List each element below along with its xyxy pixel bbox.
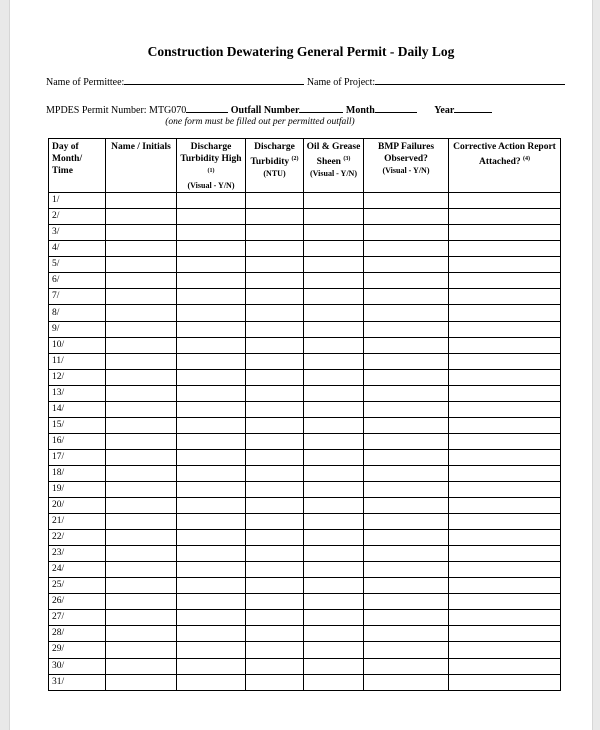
table-row xyxy=(49,449,561,465)
outfall-field[interactable] xyxy=(299,103,343,113)
day-cell: 10/ xyxy=(49,337,106,353)
entry-cell[interactable] xyxy=(304,193,364,209)
entry-cell[interactable] xyxy=(246,594,304,610)
entry-cell[interactable] xyxy=(246,642,304,658)
entry-cell[interactable] xyxy=(449,465,561,481)
entry-cell[interactable] xyxy=(449,337,561,353)
day-cell: 30/ xyxy=(49,658,106,674)
entry-cell[interactable] xyxy=(177,578,246,594)
entry-cell[interactable] xyxy=(106,562,177,578)
entry-cell[interactable] xyxy=(304,449,364,465)
day-cell: 22/ xyxy=(49,530,106,546)
header-line-1: Oil & Grease xyxy=(306,142,361,152)
year-label: Year xyxy=(434,105,455,116)
table-row xyxy=(49,273,561,289)
permittee-field[interactable] xyxy=(124,75,304,85)
entry-cell[interactable] xyxy=(177,321,246,337)
entry-cell[interactable] xyxy=(246,305,304,321)
entry-cell[interactable] xyxy=(246,401,304,417)
entry-cell[interactable] xyxy=(449,401,561,417)
entry-cell[interactable] xyxy=(177,594,246,610)
day-cell: 27/ xyxy=(49,610,106,626)
table-row xyxy=(49,578,561,594)
entry-cell[interactable] xyxy=(106,642,177,658)
entry-cell[interactable] xyxy=(246,449,304,465)
entry-cell[interactable] xyxy=(106,241,177,257)
entry-cell[interactable] xyxy=(304,257,364,273)
entry-cell[interactable] xyxy=(177,353,246,369)
entry-cell[interactable] xyxy=(246,241,304,257)
entry-cell[interactable] xyxy=(304,514,364,530)
header-line-2: Attached? xyxy=(478,157,521,168)
day-cell: 31/ xyxy=(49,674,106,690)
entry-cell[interactable] xyxy=(106,674,177,690)
day-cell: 14/ xyxy=(49,401,106,417)
entry-cell[interactable] xyxy=(106,433,177,449)
entry-cell[interactable] xyxy=(304,642,364,658)
entry-cell[interactable] xyxy=(449,369,561,385)
table-row xyxy=(49,594,561,610)
month-field[interactable] xyxy=(375,103,417,113)
entry-cell[interactable] xyxy=(106,594,177,610)
entry-cell[interactable] xyxy=(106,498,177,514)
day-cell: 21/ xyxy=(49,514,106,530)
entry-cell[interactable] xyxy=(246,369,304,385)
header-line-1: Discharge xyxy=(254,142,295,152)
entry-cell[interactable] xyxy=(246,674,304,690)
entry-cell[interactable] xyxy=(449,225,561,241)
table-row xyxy=(49,417,561,433)
entry-cell[interactable] xyxy=(106,465,177,481)
month-label: Month xyxy=(345,105,375,116)
entry-cell[interactable] xyxy=(364,353,449,369)
day-cell: 28/ xyxy=(49,626,106,642)
entry-cell[interactable] xyxy=(304,321,364,337)
header-line-2: Turbidity xyxy=(250,157,290,168)
entry-cell[interactable] xyxy=(364,289,449,305)
entry-cell[interactable] xyxy=(304,273,364,289)
entry-cell[interactable] xyxy=(106,417,177,433)
entry-cell[interactable] xyxy=(304,626,364,642)
table-row xyxy=(49,642,561,658)
day-cell: 26/ xyxy=(49,594,106,610)
entry-cell[interactable] xyxy=(449,626,561,642)
entry-cell[interactable] xyxy=(106,289,177,305)
entry-cell[interactable] xyxy=(364,610,449,626)
entry-cell[interactable] xyxy=(364,193,449,209)
column-header xyxy=(106,139,177,193)
day-cell: 29/ xyxy=(49,642,106,658)
entry-cell[interactable] xyxy=(304,433,364,449)
entry-cell[interactable] xyxy=(177,674,246,690)
day-cell: 23/ xyxy=(49,546,106,562)
table-row xyxy=(49,385,561,401)
entry-cell[interactable] xyxy=(246,465,304,481)
entry-cell[interactable] xyxy=(304,530,364,546)
entry-cell[interactable] xyxy=(304,209,364,225)
entry-cell[interactable] xyxy=(177,273,246,289)
day-cell: 3/ xyxy=(49,225,106,241)
entry-cell[interactable] xyxy=(246,385,304,401)
entry-cell[interactable] xyxy=(304,305,364,321)
header-line-3: (Visual - Y/N) xyxy=(187,181,235,191)
table-row xyxy=(49,289,561,305)
entry-cell[interactable] xyxy=(177,642,246,658)
entry-cell[interactable] xyxy=(449,674,561,690)
day-cell: 20/ xyxy=(49,498,106,514)
column-header xyxy=(246,139,304,193)
entry-cell[interactable] xyxy=(177,482,246,498)
header-line-2: Turbidity High xyxy=(180,154,242,164)
entry-cell[interactable] xyxy=(364,257,449,273)
entry-cell[interactable] xyxy=(177,433,246,449)
entry-cell[interactable] xyxy=(304,546,364,562)
entry-cell[interactable] xyxy=(246,658,304,674)
header-line-1: Day of Month/ xyxy=(52,142,83,164)
entry-cell[interactable] xyxy=(364,626,449,642)
page-title: Construction Dewatering General Permit - Daily Log xyxy=(147,44,455,59)
day-cell: 12/ xyxy=(49,369,106,385)
day-cell: 4/ xyxy=(49,241,106,257)
entry-cell[interactable] xyxy=(364,498,449,514)
entry-cell[interactable] xyxy=(177,530,246,546)
table-row xyxy=(49,305,561,321)
entry-cell[interactable] xyxy=(364,401,449,417)
footnote-marker: (2) xyxy=(291,156,299,162)
header-line-1: Name / Initials xyxy=(111,142,171,152)
permittee-project-line xyxy=(46,75,565,88)
header-line-2: Time xyxy=(52,166,73,176)
day-cell: 15/ xyxy=(49,417,106,433)
entry-cell[interactable] xyxy=(304,658,364,674)
table-row xyxy=(49,610,561,626)
entry-cell[interactable] xyxy=(364,369,449,385)
entry-cell[interactable] xyxy=(106,193,177,209)
header-line-1: Corrective Action Report xyxy=(453,142,556,152)
header-line-1: BMP Failures xyxy=(377,142,435,152)
day-cell: 19/ xyxy=(49,482,106,498)
entry-cell[interactable] xyxy=(364,273,449,289)
column-header xyxy=(449,139,561,193)
entry-cell[interactable] xyxy=(106,321,177,337)
entry-cell[interactable] xyxy=(304,674,364,690)
day-cell: 18/ xyxy=(49,465,106,481)
entry-cell[interactable] xyxy=(177,658,246,674)
table-row xyxy=(49,337,561,353)
day-cell: 6/ xyxy=(49,273,106,289)
year-field[interactable] xyxy=(454,103,492,113)
entry-cell[interactable] xyxy=(449,562,561,578)
form-note: (one form must be filled out per permitted outfall) xyxy=(165,117,355,127)
entry-cell[interactable] xyxy=(364,530,449,546)
table-row xyxy=(49,209,561,225)
entry-cell[interactable] xyxy=(449,610,561,626)
entry-cell[interactable] xyxy=(246,530,304,546)
entry-cell[interactable] xyxy=(449,658,561,674)
permit-info-line xyxy=(46,103,492,116)
footnote-marker: (3) xyxy=(343,156,351,162)
permit-number-label: MPDES Permit Number: MTG070 xyxy=(46,105,187,116)
day-cell: 11/ xyxy=(49,353,106,369)
entry-cell[interactable] xyxy=(106,546,177,562)
daily-log-table xyxy=(48,138,561,691)
table-row xyxy=(49,465,561,481)
entry-cell[interactable] xyxy=(449,546,561,562)
entry-cell[interactable] xyxy=(246,514,304,530)
entry-cell[interactable] xyxy=(177,417,246,433)
entry-cell[interactable] xyxy=(449,514,561,530)
table-row xyxy=(49,241,561,257)
entry-cell[interactable] xyxy=(177,369,246,385)
day-cell: 7/ xyxy=(49,289,106,305)
entry-cell[interactable] xyxy=(106,514,177,530)
permittee-label: Name of Permittee: xyxy=(46,77,125,88)
entry-cell[interactable] xyxy=(449,417,561,433)
entry-cell[interactable] xyxy=(304,241,364,257)
day-cell: 24/ xyxy=(49,562,106,578)
entry-cell[interactable] xyxy=(106,578,177,594)
table-row xyxy=(49,401,561,417)
entry-cell[interactable] xyxy=(449,289,561,305)
entry-cell[interactable] xyxy=(364,514,449,530)
entry-cell[interactable] xyxy=(449,498,561,514)
entry-cell[interactable] xyxy=(364,482,449,498)
entry-cell[interactable] xyxy=(364,385,449,401)
entry-cell[interactable] xyxy=(246,498,304,514)
day-cell: 2/ xyxy=(49,209,106,225)
entry-cell[interactable] xyxy=(106,369,177,385)
entry-cell[interactable] xyxy=(106,385,177,401)
day-cell: 1/ xyxy=(49,193,106,209)
entry-cell[interactable] xyxy=(177,610,246,626)
entry-cell[interactable] xyxy=(364,642,449,658)
entry-cell[interactable] xyxy=(106,610,177,626)
project-label: Name of Project: xyxy=(306,77,376,88)
entry-cell[interactable] xyxy=(449,449,561,465)
day-cell: 9/ xyxy=(49,321,106,337)
entry-cell[interactable] xyxy=(177,514,246,530)
day-cell: 16/ xyxy=(49,433,106,449)
entry-cell[interactable] xyxy=(364,658,449,674)
footnote-marker: (1) xyxy=(207,168,215,174)
entry-cell[interactable] xyxy=(177,449,246,465)
column-header xyxy=(304,139,364,193)
entry-cell[interactable] xyxy=(449,578,561,594)
header-line-2: Sheen xyxy=(316,157,341,168)
entry-cell[interactable] xyxy=(246,273,304,289)
entry-cell[interactable] xyxy=(449,353,561,369)
entry-cell[interactable] xyxy=(177,193,246,209)
table-row xyxy=(49,562,561,578)
entry-cell[interactable] xyxy=(304,337,364,353)
entry-cell[interactable] xyxy=(304,498,364,514)
entry-cell[interactable] xyxy=(177,337,246,353)
day-cell: 5/ xyxy=(49,257,106,273)
entry-cell[interactable] xyxy=(449,193,561,209)
column-header xyxy=(364,139,449,193)
entry-cell[interactable] xyxy=(364,209,449,225)
entry-cell[interactable] xyxy=(106,658,177,674)
entry-cell[interactable] xyxy=(304,562,364,578)
entry-cell[interactable] xyxy=(449,257,561,273)
entry-cell[interactable] xyxy=(449,482,561,498)
entry-cell[interactable] xyxy=(364,417,449,433)
entry-cell[interactable] xyxy=(449,321,561,337)
entry-cell[interactable] xyxy=(364,594,449,610)
entry-cell[interactable] xyxy=(449,385,561,401)
table-row xyxy=(49,257,561,273)
entry-cell[interactable] xyxy=(304,401,364,417)
entry-cell[interactable] xyxy=(364,578,449,594)
entry-cell[interactable] xyxy=(246,562,304,578)
entry-cell[interactable] xyxy=(177,209,246,225)
column-header xyxy=(177,139,246,193)
entry-cell[interactable] xyxy=(246,289,304,305)
permit-number-field[interactable] xyxy=(186,103,228,113)
entry-cell[interactable] xyxy=(364,225,449,241)
entry-cell[interactable] xyxy=(449,594,561,610)
table-row xyxy=(49,193,561,209)
entry-cell[interactable] xyxy=(304,417,364,433)
project-field[interactable] xyxy=(375,75,565,85)
entry-cell[interactable] xyxy=(304,289,364,305)
document-page xyxy=(9,0,593,730)
entry-cell[interactable] xyxy=(246,610,304,626)
entry-cell[interactable] xyxy=(449,530,561,546)
entry-cell[interactable] xyxy=(246,257,304,273)
entry-cell[interactable] xyxy=(177,305,246,321)
entry-cell[interactable] xyxy=(177,241,246,257)
entry-cell[interactable] xyxy=(246,337,304,353)
entry-cell[interactable] xyxy=(304,369,364,385)
entry-cell[interactable] xyxy=(106,209,177,225)
entry-cell[interactable] xyxy=(246,417,304,433)
entry-cell[interactable] xyxy=(106,449,177,465)
entry-cell[interactable] xyxy=(106,401,177,417)
entry-cell[interactable] xyxy=(246,321,304,337)
table-header-row xyxy=(49,139,561,193)
entry-cell[interactable] xyxy=(364,337,449,353)
entry-cell[interactable] xyxy=(364,241,449,257)
entry-cell[interactable] xyxy=(246,225,304,241)
entry-cell[interactable] xyxy=(106,273,177,289)
entry-cell[interactable] xyxy=(304,225,364,241)
entry-cell[interactable] xyxy=(304,353,364,369)
entry-cell[interactable] xyxy=(106,353,177,369)
entry-cell[interactable] xyxy=(449,433,561,449)
table-row xyxy=(49,321,561,337)
entry-cell[interactable] xyxy=(364,562,449,578)
entry-cell[interactable] xyxy=(304,482,364,498)
table-row xyxy=(49,369,561,385)
table-row xyxy=(49,626,561,642)
table-row xyxy=(49,658,561,674)
table-row xyxy=(49,482,561,498)
entry-cell[interactable] xyxy=(246,578,304,594)
table-row xyxy=(49,225,561,241)
entry-cell[interactable] xyxy=(106,482,177,498)
entry-cell[interactable] xyxy=(177,257,246,273)
header-line-1: Discharge xyxy=(190,142,232,152)
table-body xyxy=(49,193,561,690)
table-row xyxy=(49,514,561,530)
entry-cell[interactable] xyxy=(449,241,561,257)
column-header xyxy=(49,139,106,193)
entry-cell[interactable] xyxy=(177,626,246,642)
entry-cell[interactable] xyxy=(246,353,304,369)
entry-cell[interactable] xyxy=(364,321,449,337)
entry-cell[interactable] xyxy=(364,449,449,465)
entry-cell[interactable] xyxy=(246,209,304,225)
entry-cell[interactable] xyxy=(106,626,177,642)
table-row xyxy=(49,674,561,690)
entry-cell[interactable] xyxy=(177,498,246,514)
entry-cell[interactable] xyxy=(449,209,561,225)
day-cell: 25/ xyxy=(49,578,106,594)
entry-cell[interactable] xyxy=(246,626,304,642)
entry-cell[interactable] xyxy=(364,465,449,481)
entry-cell[interactable] xyxy=(106,337,177,353)
entry-cell[interactable] xyxy=(246,193,304,209)
entry-cell[interactable] xyxy=(177,401,246,417)
entry-cell[interactable] xyxy=(246,433,304,449)
header-line-3: (NTU) xyxy=(263,169,286,179)
table-row xyxy=(49,530,561,546)
entry-cell[interactable] xyxy=(106,305,177,321)
entry-cell[interactable] xyxy=(364,546,449,562)
table-row xyxy=(49,498,561,514)
footnote-marker: (4) xyxy=(523,156,531,162)
entry-cell[interactable] xyxy=(449,642,561,658)
entry-cell[interactable] xyxy=(106,225,177,241)
header-line-2: Observed? xyxy=(384,154,428,164)
table-row xyxy=(49,353,561,369)
entry-cell[interactable] xyxy=(177,385,246,401)
entry-cell[interactable] xyxy=(304,578,364,594)
day-cell: 17/ xyxy=(49,449,106,465)
entry-cell[interactable] xyxy=(246,546,304,562)
entry-cell[interactable] xyxy=(449,273,561,289)
entry-cell[interactable] xyxy=(177,562,246,578)
entry-cell[interactable] xyxy=(106,530,177,546)
entry-cell[interactable] xyxy=(177,225,246,241)
day-cell: 13/ xyxy=(49,385,106,401)
entry-cell[interactable] xyxy=(364,305,449,321)
entry-cell[interactable] xyxy=(177,289,246,305)
entry-cell[interactable] xyxy=(106,257,177,273)
entry-cell[interactable] xyxy=(304,465,364,481)
table-row xyxy=(49,546,561,562)
entry-cell[interactable] xyxy=(177,465,246,481)
header-line-3: (Visual - Y/N) xyxy=(310,169,357,179)
entry-cell[interactable] xyxy=(304,610,364,626)
entry-cell[interactable] xyxy=(304,594,364,610)
table-row xyxy=(49,433,561,449)
entry-cell[interactable] xyxy=(304,385,364,401)
header-line-3: (Visual - Y/N) xyxy=(382,166,430,175)
entry-cell[interactable] xyxy=(449,305,561,321)
entry-cell[interactable] xyxy=(246,482,304,498)
entry-cell[interactable] xyxy=(364,433,449,449)
entry-cell[interactable] xyxy=(177,546,246,562)
entry-cell[interactable] xyxy=(364,674,449,690)
outfall-label: Outfall Number xyxy=(230,105,300,116)
day-cell: 8/ xyxy=(49,305,106,321)
